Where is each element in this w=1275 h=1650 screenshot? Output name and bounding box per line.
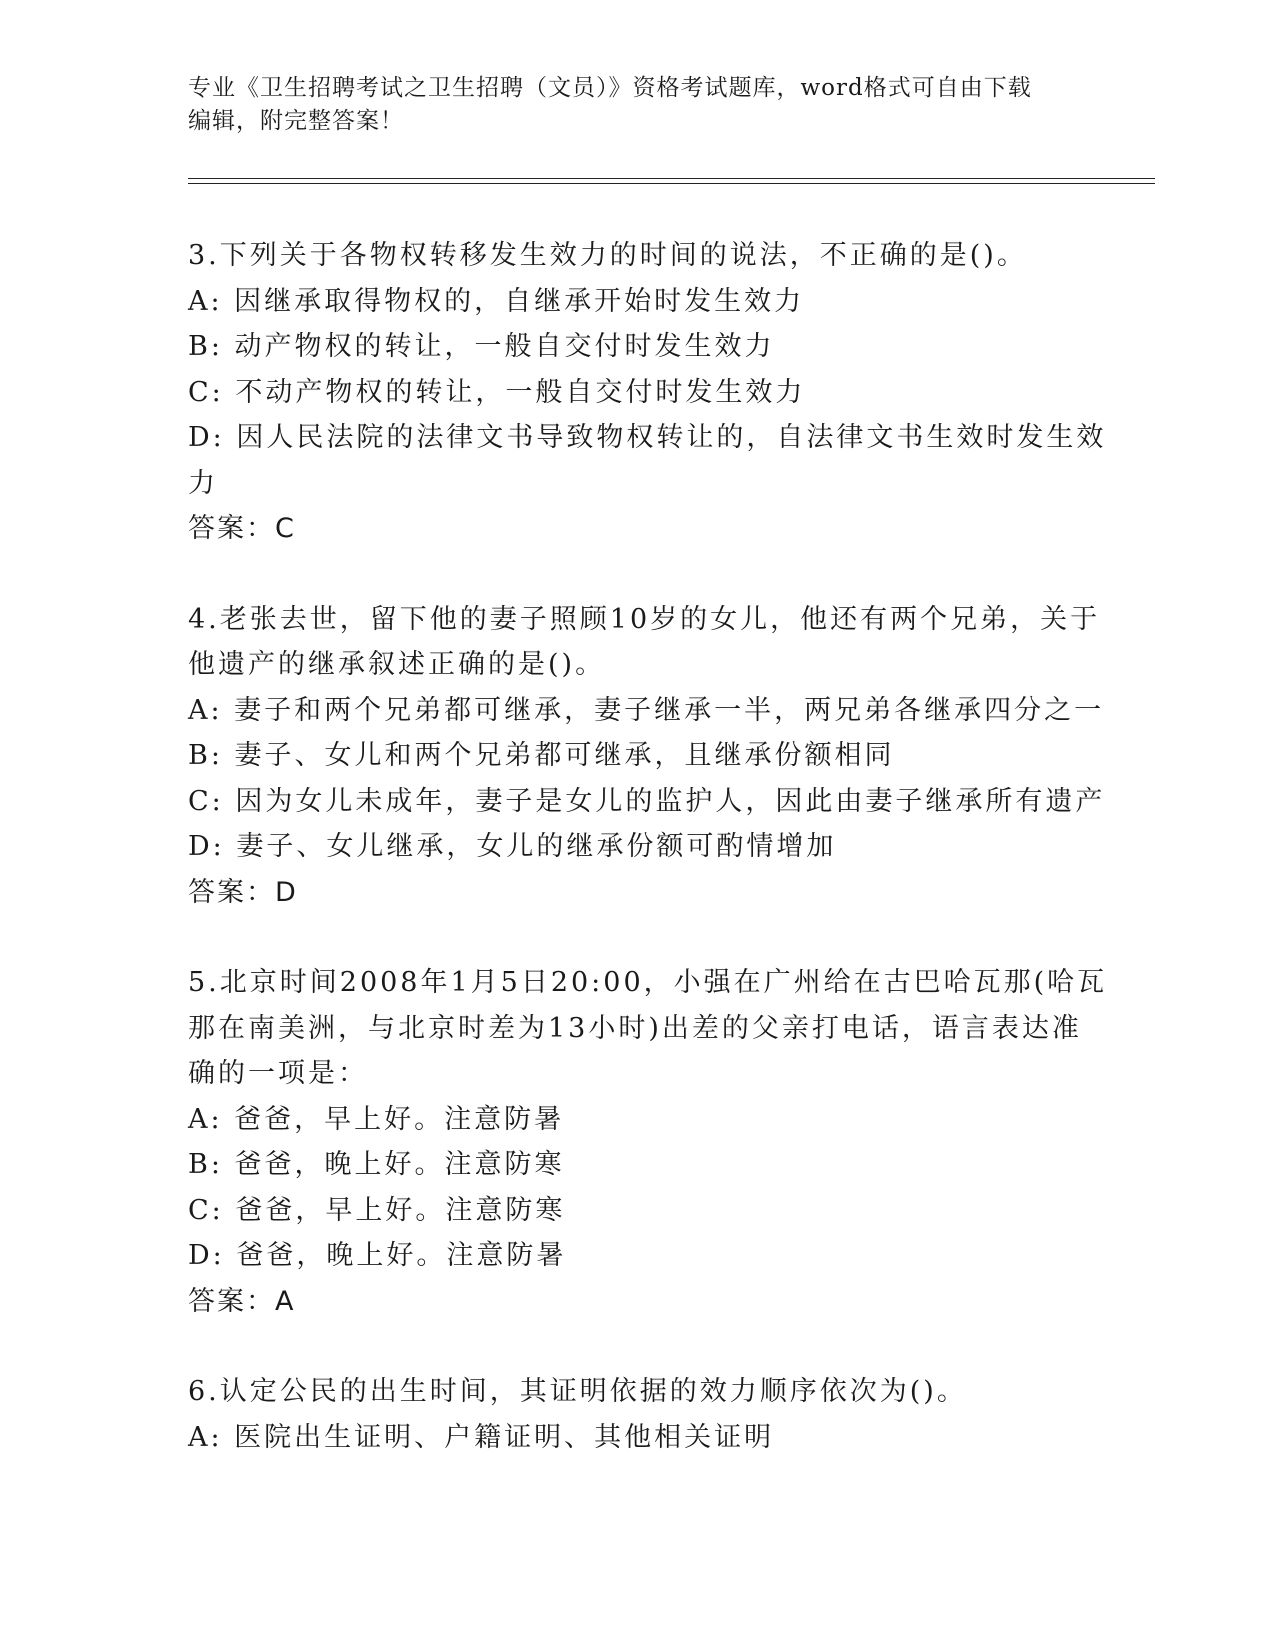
answer: 答案：D (188, 876, 298, 908)
question-stem: 6.认定公民的出生时间，其证明依据的效力顺序依次为()。 (188, 1376, 967, 1407)
option-c: C: 因为女儿未成年，妻子是女儿的监护人，因此由妻子继承所有遗产 (188, 785, 1106, 817)
question-stem-continued: 确的一项是： (188, 1058, 368, 1089)
option-c: C: 不动产物权的转让，一般自交付时发生效力 (188, 376, 806, 408)
header-line-1: 专业《卫生招聘考试之卫生招聘（文员）》资格考试题库，word格式可自由下载 (188, 75, 1032, 101)
question-block (188, 960, 1108, 1324)
header-divider-top (188, 178, 1155, 179)
question-stem-continued: 他遗产的继承叙述正确的是()。 (188, 649, 606, 680)
option-d: D: 因人民法院的法律文书导致物权转让的，自法律文书生效时发生效 (188, 422, 1107, 453)
question-block (188, 597, 1106, 916)
option-c: C: 爸爸，早上好。注意防寒 (188, 1194, 566, 1226)
option-b: B: 动产物权的转让，一般自交付时发生效力 (188, 331, 775, 362)
option-b: B: 妻子、女儿和两个兄弟都可继承，且继承份额相同 (188, 740, 895, 771)
option-a: A: 因继承取得物权的，自继承开始时发生效力 (188, 285, 805, 317)
answer: 答案：A (188, 1285, 296, 1317)
option-b: B: 爸爸，晚上好。注意防寒 (188, 1149, 565, 1180)
option-d-continued: 力 (188, 467, 218, 499)
question-list (188, 233, 1108, 1460)
option-a: A: 爸爸，早上好。注意防暑 (188, 1103, 565, 1135)
option-a: A: 妻子和两个兄弟都可继承，妻子继承一半，两兄弟各继承四分之一 (188, 694, 1105, 726)
question-stem-continued: 那在南美洲，与北京时差为13小时)出差的父亲打电话，语言表达准 (188, 1012, 1082, 1044)
option-d: D: 爸爸，晚上好。注意防暑 (188, 1240, 567, 1271)
document-header (188, 72, 1088, 138)
question-stem: 3.下列关于各物权转移发生效力的时间的说法，不正确的是()。 (188, 240, 1027, 271)
header-divider-bottom (188, 183, 1155, 184)
header-line-2: 编辑，附完整答案！ (188, 108, 404, 134)
question-stem: 4.老张去世，留下他的妻子照顾10岁的女儿，他还有两个兄弟，关于 (188, 603, 1101, 635)
question-block (188, 233, 1107, 552)
question-block (188, 1369, 1088, 1460)
answer: 答案：C (188, 513, 296, 544)
option-d: D: 妻子、女儿继承，女儿的继承份额可酌情增加 (188, 831, 837, 862)
question-stem: 5.北京时间2008年1月5日20:00，小强在广州给在古巴哈瓦那(哈瓦 (188, 967, 1108, 998)
option-a: A: 医院出生证明、户籍证明、其他相关证明 (188, 1421, 775, 1453)
